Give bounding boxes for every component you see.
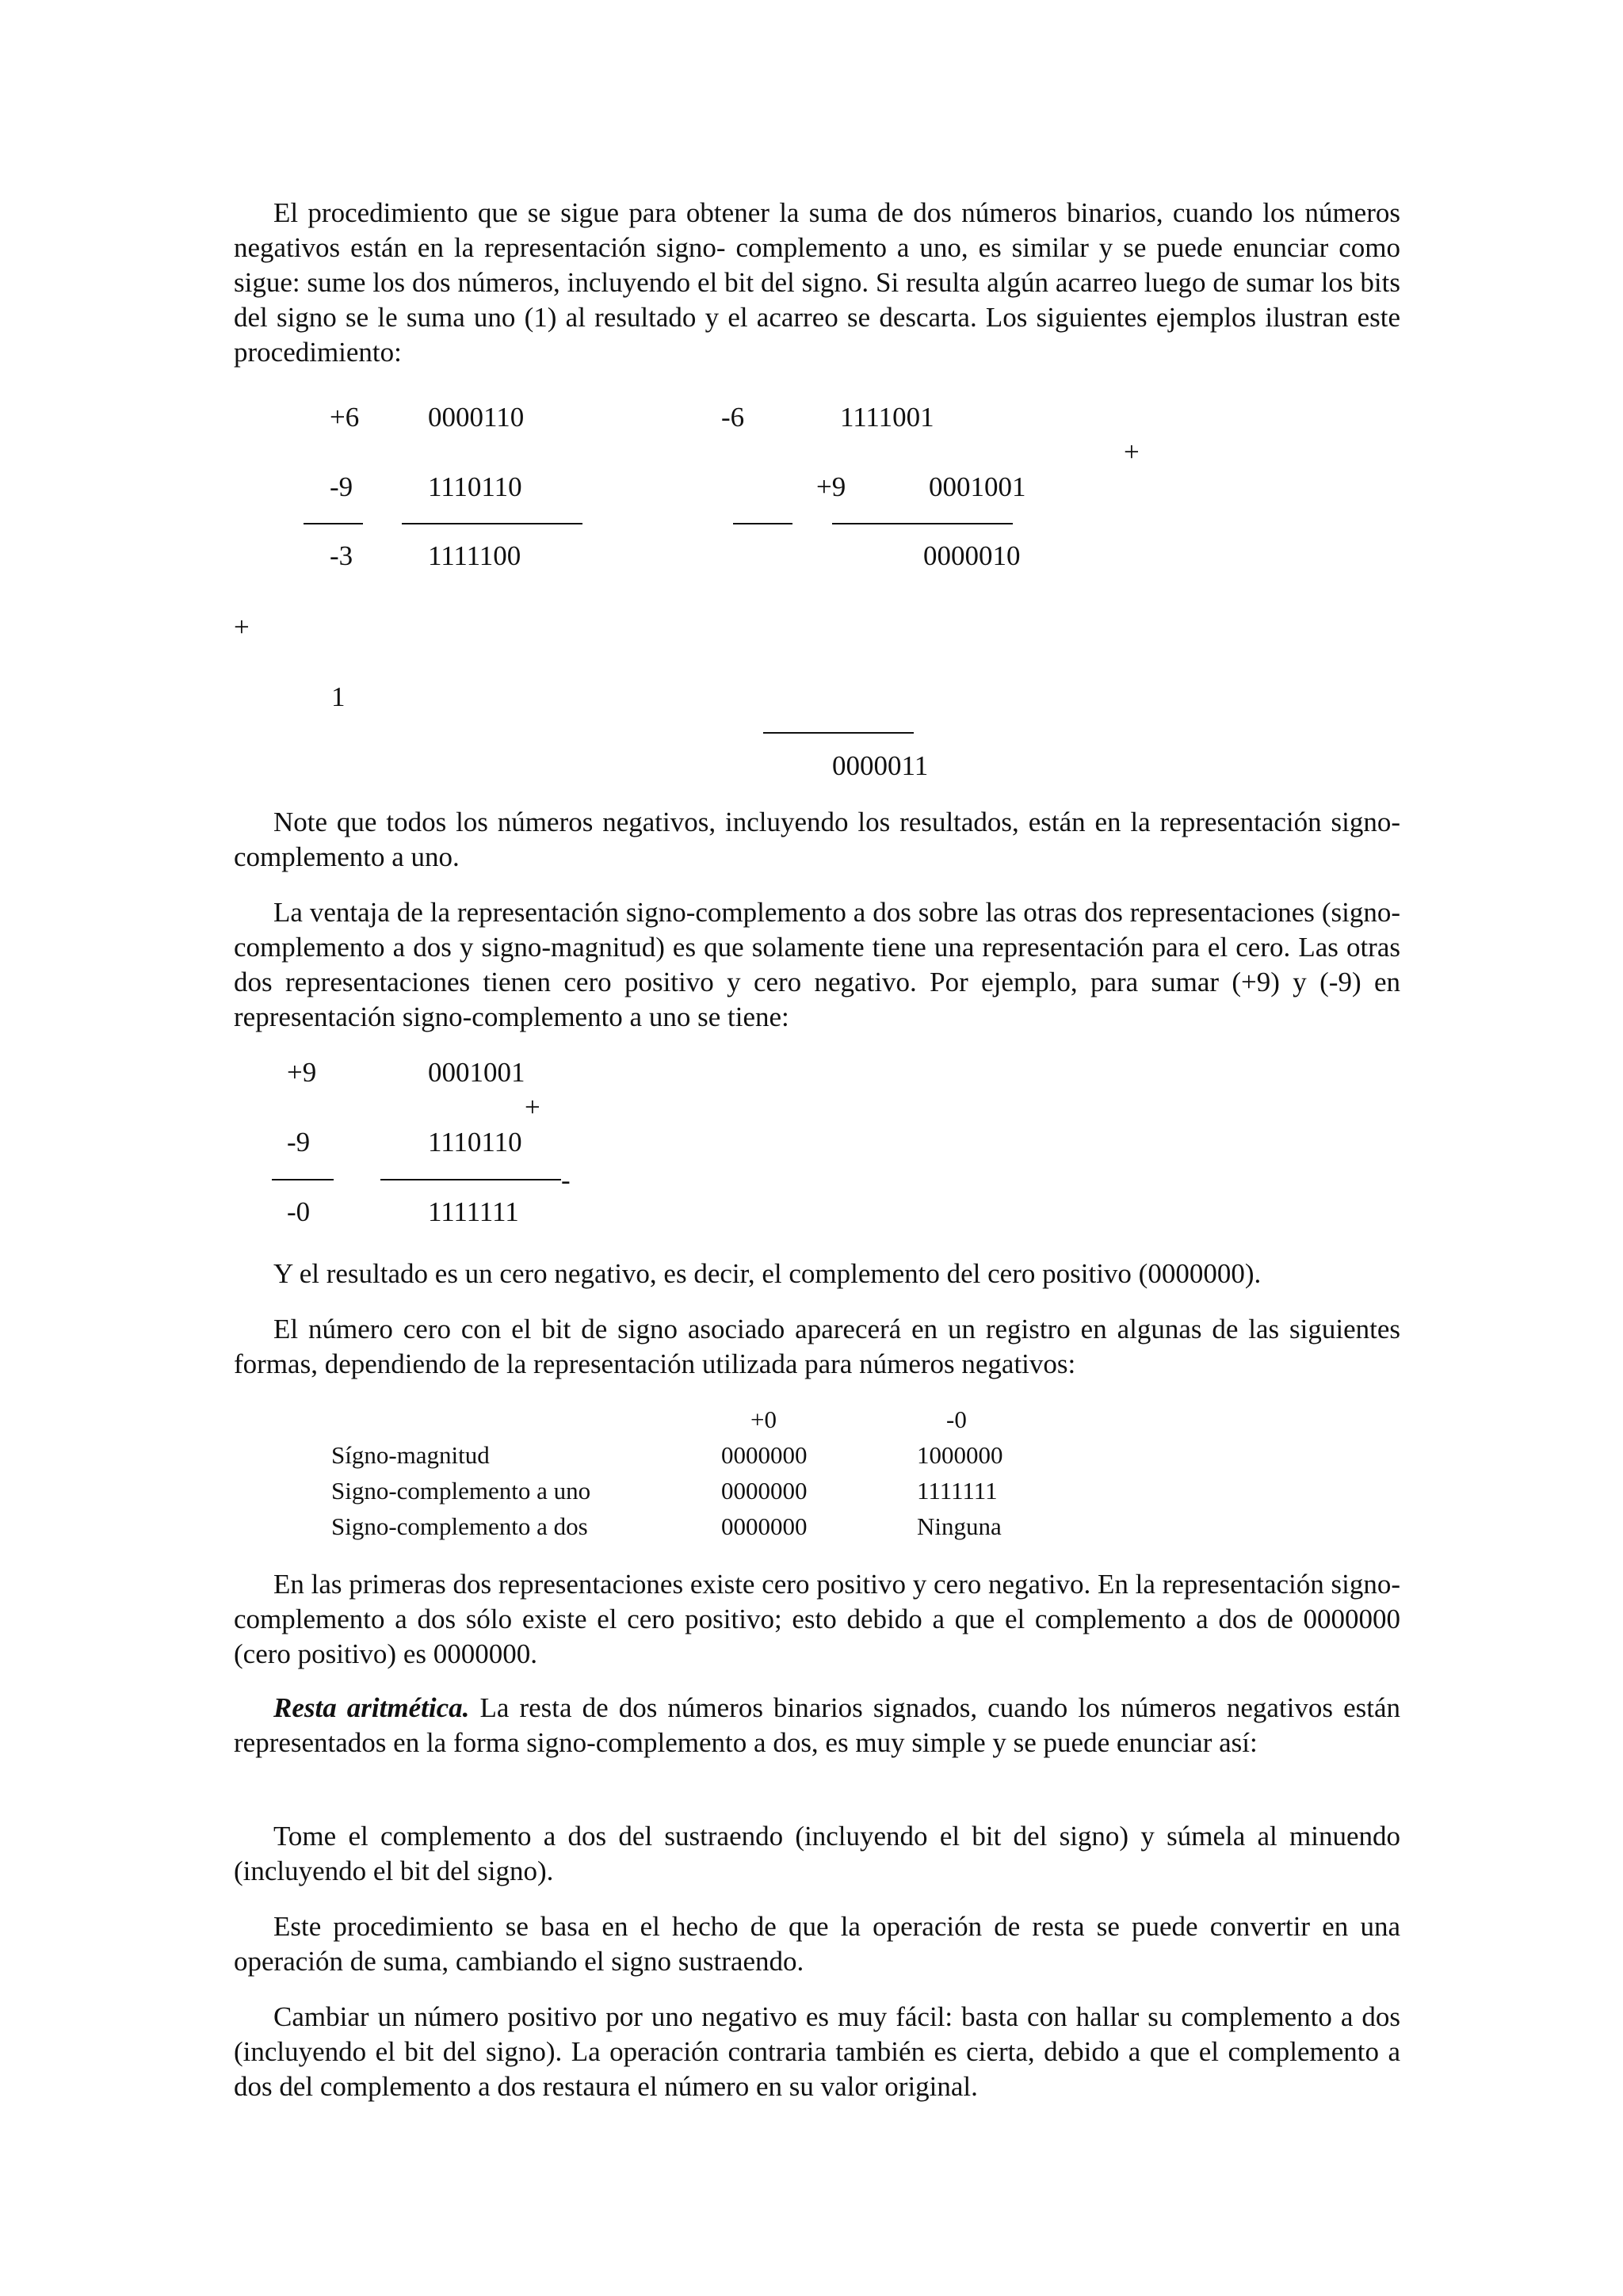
ex2-b-binary: 0001001 — [929, 471, 1026, 502]
paragraph-cambiar-signo: Cambiar un número positivo por uno negativo es muy fácil: basta con hallar su complemento a dos (incluyendo el bit del signo). La operación contraria también es cierta, debido a que el complemento a dos del complemento a dos restaura el número en su valor original. — [234, 2001, 1400, 2102]
ex1-result-decimal: -3 — [330, 540, 353, 571]
table-header-neg-zero: -0 — [946, 1405, 967, 1433]
ex3-a-decimal: +9 — [287, 1057, 317, 1088]
paragraph-cero-negativo: Y el resultado es un cero negativo, es decir, el complemento del cero positivo (0000000). — [273, 1258, 1262, 1289]
ex1-binary-rule — [402, 523, 582, 524]
ex3-decimal-rule — [272, 1179, 334, 1180]
ex3-a-binary: 0001001 — [428, 1057, 525, 1088]
ex2-carry: 1 — [331, 681, 346, 712]
table-row-pos: 0000000 — [721, 1477, 808, 1505]
table-row-label: Sígno-magnitud — [331, 1441, 490, 1469]
ex1-b-decimal: -9 — [330, 471, 353, 502]
table-header-pos-zero: +0 — [750, 1405, 777, 1433]
section-title-resta: Resta aritmética. — [273, 1692, 470, 1723]
table-row-pos: 0000000 — [721, 1441, 808, 1469]
paragraph-resta-body: La resta de dos números binarios signados, cuando los números negativos están representados en la forma signo-complemento a dos, es muy simple y se puede enunciar así: — [234, 1692, 1400, 1758]
ex2-b-decimal: +9 — [816, 471, 846, 502]
ex3-result-decimal: -0 — [287, 1196, 311, 1227]
ex3-plus-sign: + — [525, 1092, 540, 1123]
ex2-a-binary: 1111001 — [840, 402, 934, 433]
ex3-result-binary: 1111111 — [428, 1196, 519, 1227]
table-row-pos: 0000000 — [721, 1512, 808, 1540]
table-row-neg: 1000000 — [917, 1441, 1003, 1469]
table-row-neg: 1111111 — [917, 1477, 998, 1505]
ex2-decimal-rule — [733, 523, 792, 524]
paragraph-suma-procedimiento: El procedimiento que se sigue para obtener la suma de dos números binarios, cuando los números negativos están en la representación signo- complemento a uno, es similar y se puede enunciar como sigue: sume los dos números, incluyendo el bit del signo. Si resulta algún acarreo luego de sumar los bits del signo se le suma uno (1) al resultado y el acarreo se descarta. Los siguientes ejemplos ilustran este procedimiento: — [234, 197, 1400, 368]
ex2-final-binary: 0000011 — [832, 750, 929, 781]
ex1-a-binary: 0000110 — [428, 402, 525, 433]
ex1-plus-sign: + — [234, 612, 250, 643]
ex2-binary-rule — [832, 523, 1013, 524]
paragraph-resta-aritmetica — [234, 1691, 1400, 1760]
paragraph-tome-complemento: Tome el complemento a dos del sustraendo (incluyendo el bit del signo) y súmela al minuendo (incluyendo el bit del signo). — [234, 1821, 1400, 1886]
paragraph-procedimiento-resta: Este procedimiento se basa en el hecho de que la operación de resta se puede convertir en una operación de suma, cambiando el signo sustraendo. — [234, 1911, 1400, 1977]
paragraph-ventaja: La ventaja de la representación signo-complemento a dos sobre las otras dos representaciones (signo-complemento a dos y signo-magnitud) es que solamente tiene una representación para el cero. Las otras dos representaciones tienen cero positivo y cero negativo. Por ejemplo, para sumar (+9) y (-9) en representación signo-complemento a uno se tiene: — [234, 897, 1400, 1032]
ex1-b-binary: 1110110 — [428, 471, 522, 502]
table-row-label: Signo-complemento a dos — [331, 1512, 588, 1540]
ex2-plus-sign: + — [1124, 437, 1140, 467]
ex3-binary-rule — [380, 1179, 561, 1180]
paragraph-primeras-representaciones: En las primeras dos representaciones existe cero positivo y cero negativo. En la representación signo-complemento a dos sólo existe el cero positivo; esto debido a que el complemento a dos de 0000000 (cero positivo) es 0000000. — [234, 1569, 1400, 1669]
ex2-a-decimal: -6 — [721, 402, 745, 433]
paragraph-numero-cero: El número cero con el bit de signo asociado aparecerá en un registro en algunas de las siguientes formas, dependiendo de la representación utilizada para números negativos: — [234, 1314, 1400, 1379]
table-row-neg: Ninguna — [917, 1512, 1002, 1540]
ex3-b-decimal: -9 — [287, 1127, 311, 1158]
paragraph-note-negativos: Note que todos los números negativos, incluyendo los resultados, están en la representación signo-complemento a uno. — [234, 807, 1400, 872]
ex1-result-binary: 1111100 — [428, 540, 521, 571]
ex1-a-decimal: +6 — [330, 402, 360, 433]
ex3-b-binary: 1110110 — [428, 1127, 522, 1158]
ex1-decimal-rule — [304, 523, 363, 524]
table-row-label: Signo-complemento a uno — [331, 1477, 591, 1505]
ex3-dash: - — [561, 1165, 571, 1196]
ex2-final-rule — [763, 732, 914, 734]
ex2-result-binary: 0000010 — [923, 540, 1021, 571]
